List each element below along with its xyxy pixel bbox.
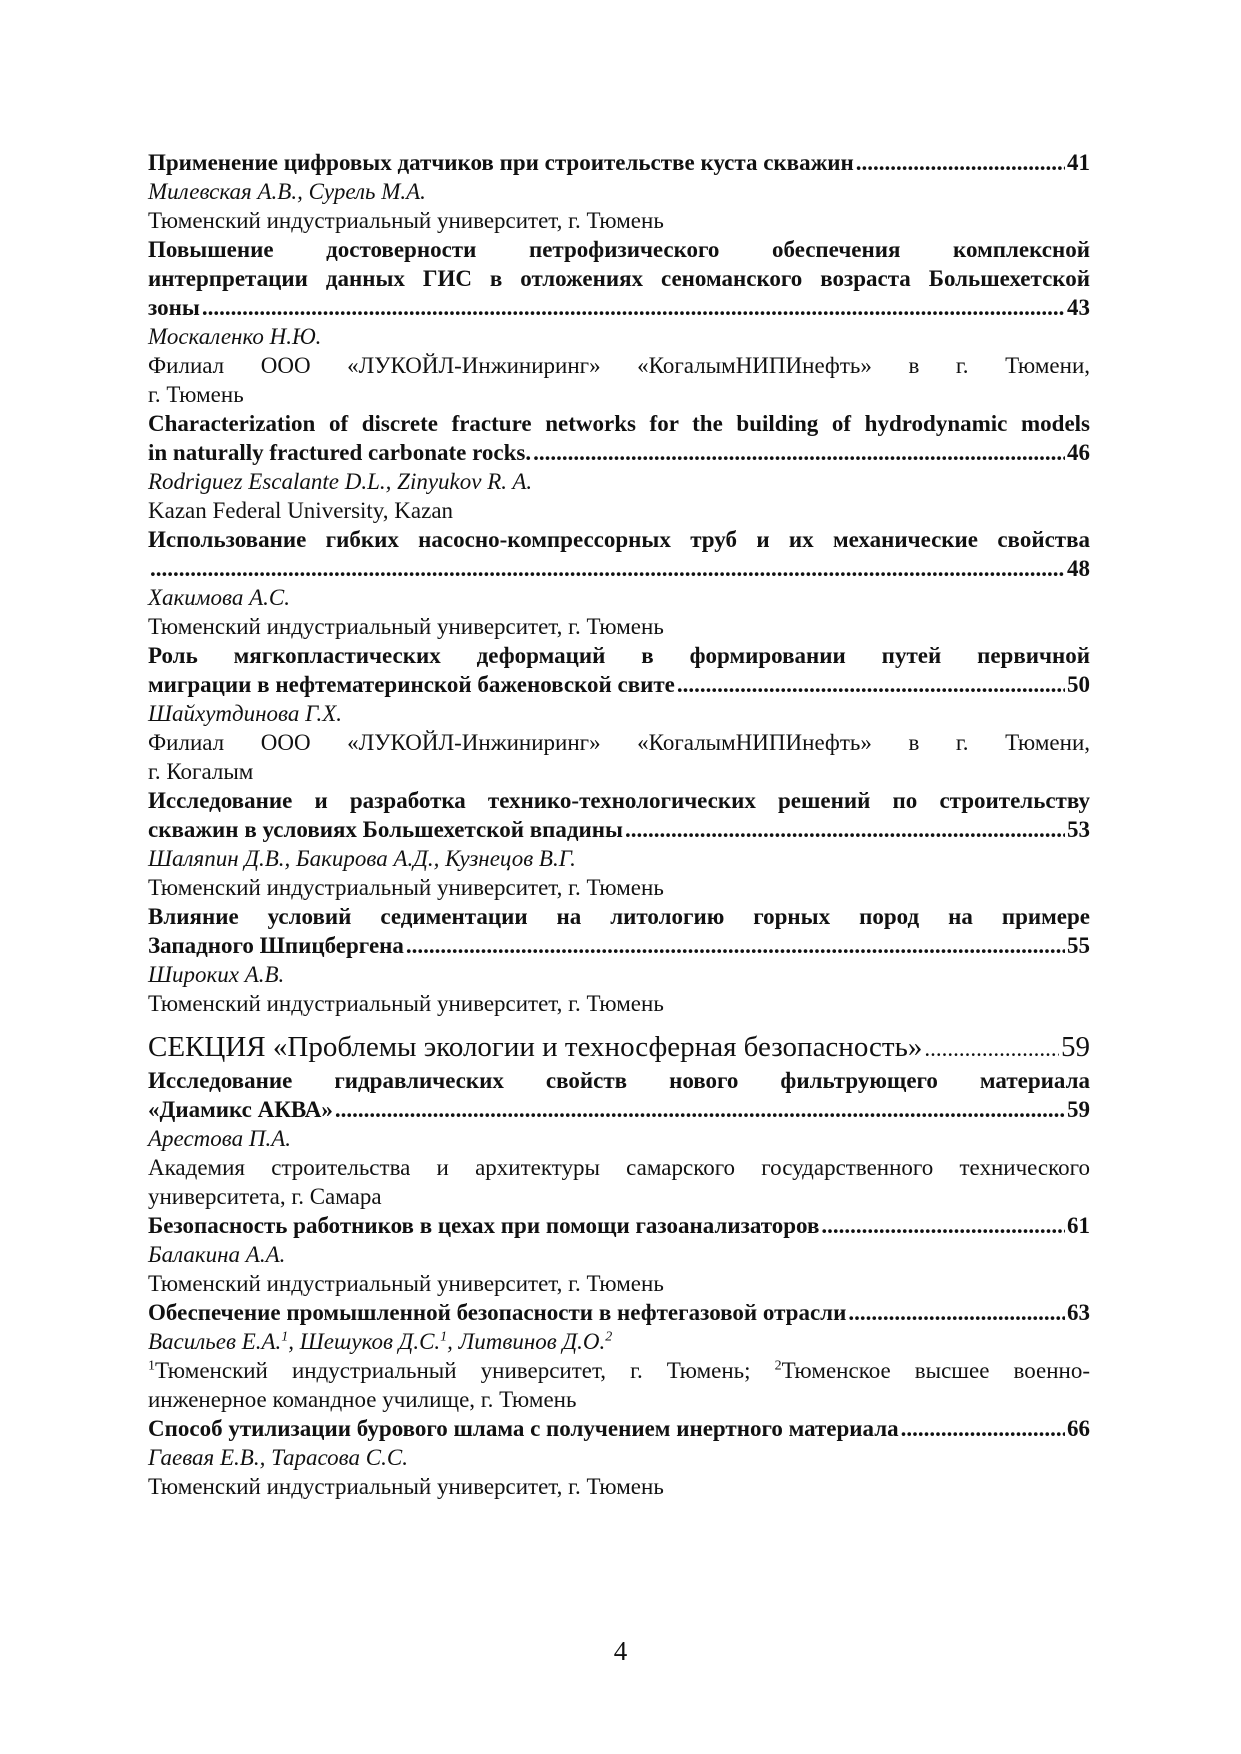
entry-title[interactable]: Исследование гидравлических свойств нового фильтрующего материала «Диамикс АКВА» ..... 59 (148, 1066, 1090, 1124)
entry-title[interactable]: Применение цифровых датчиков при строительстве куста скважин ..... 41 (148, 148, 1090, 177)
entry-page-number: 41 (1067, 150, 1090, 175)
toc-entry (148, 1211, 1090, 1298)
toc-entry (148, 409, 1090, 525)
entry-affiliation-cont: г. Тюмень (148, 382, 244, 407)
entry-page-number: 48 (1067, 556, 1090, 581)
entry-affiliation: Тюменский индустриальный университет, г. Тюмень (148, 991, 664, 1016)
toc-entry (148, 1298, 1090, 1414)
entry-page-number: 61 (1067, 1213, 1090, 1238)
entry-page-number: 66 (1067, 1416, 1090, 1441)
entry-title[interactable]: Characterization of discrete fracture networks for the building of hydrodynamic models in naturally fractured carbonate rocks. ..... 46 (148, 409, 1090, 467)
toc-entry (148, 1066, 1090, 1211)
entry-authors: Шайхутдинова Г.Х. (148, 701, 343, 726)
entry-page-number: 53 (1067, 817, 1090, 842)
entry-affiliation: Тюменский индустриальный университет, г. Тюмень (148, 1474, 664, 1499)
entry-authors: Балакина А.А. (148, 1242, 286, 1267)
toc-entry (148, 235, 1090, 409)
entry-affiliation: Тюменский индустриальный университет, г. Тюмень (148, 614, 664, 639)
page-number: 4 (613, 1636, 628, 1666)
entry-authors: Широких А.В. (148, 962, 285, 987)
entry-authors: Гаевая Е.В., Тарасова С.С. (148, 1445, 408, 1470)
entry-affiliation: Тюменский индустриальный университет, г. Тюмень (148, 875, 664, 900)
entry-title[interactable]: Безопасность работников в цехах при помощи газоанализаторов ..... 61 (148, 1211, 1090, 1240)
entry-page-number: 63 (1067, 1300, 1090, 1325)
toc-entry (148, 902, 1090, 1018)
entry-page-number: 59 (1067, 1097, 1090, 1122)
entry-title[interactable]: Способ утилизации бурового шлама с получением инертного материала ..... 66 (148, 1414, 1090, 1443)
table-of-contents (148, 148, 1090, 1501)
entry-authors: Арестова П.А. (148, 1126, 292, 1151)
entry-affiliation-cont: г. Когалым (148, 759, 254, 784)
entry-affiliation: Филиал ООО «ЛУКОЙЛ-Инжиниринг» «КогалымНИПИнефть» в г. Тюмени, (148, 353, 1090, 378)
section-page-number: 59 (1061, 1031, 1090, 1063)
entry-title[interactable]: Влияние условий седиментации на литологию горных пород на примере Западного Шпицбергена ..... 55 (148, 902, 1090, 960)
entry-title[interactable]: Исследование и разработка технико-технологических решений по строительству скважин в условиях Большехетской впадины ..... 53 (148, 786, 1090, 844)
entry-authors: Милевская А.В., Сурель М.А. (148, 179, 426, 204)
section-title: СЕКЦИЯ «Проблемы экологии и техносферная безопасность» (148, 1031, 923, 1063)
entry-authors: Хакимова А.С. (148, 585, 290, 610)
entry-affiliation: Kazan Federal University, Kazan (148, 498, 454, 523)
entry-affiliation-cont: университета, г. Самара (148, 1184, 382, 1209)
entry-affiliation: Филиал ООО «ЛУКОЙЛ-Инжиниринг» «КогалымНИПИнефть» в г. Тюмени, (148, 730, 1090, 755)
entry-affiliation: $^1$Тюменский индустриальный университет, г. Тюмень; $^2$Тюменское высшее военно- (148, 1358, 1090, 1383)
entry-affiliation: Тюменский индустриальный университет, г. Тюмень (148, 208, 664, 233)
entry-page-number: 46 (1067, 440, 1090, 465)
entry-authors: Шаляпин Д.В., Бакирова А.Д., Кузнецов В.Г. (148, 846, 576, 871)
entry-affiliation-cont: инженерное командное училище, г. Тюмень (148, 1387, 577, 1412)
entry-title[interactable]: Роль мягкопластических деформаций в формировании путей первичной миграции в нефтематеринской баженовской свите ..... 50 (148, 641, 1090, 699)
entry-authors: Москаленко Н.Ю. (148, 324, 322, 349)
toc-entry (148, 1414, 1090, 1501)
entry-page-number: 50 (1067, 672, 1090, 697)
entry-page-number: 43 (1067, 295, 1090, 320)
entry-authors: Васильев Е.А.$^1$, Шешуков Д.С.$^1$, Литвинов Д.О.$^2$ (148, 1329, 613, 1354)
entry-title[interactable]: Использование гибких насосно-компрессорных труб и их механические свойства ..... 48 (148, 525, 1090, 583)
entry-affiliation: Тюменский индустриальный университет, г. Тюмень (148, 1271, 664, 1296)
toc-entry (148, 786, 1090, 902)
entry-title[interactable]: Обеспечение промышленной безопасности в нефтегазовой отрасли ..... 63 (148, 1298, 1090, 1327)
toc-entry (148, 641, 1090, 786)
toc-entry (148, 525, 1090, 641)
toc-entry (148, 148, 1090, 235)
entry-title[interactable]: Повышение достоверности петрофизического обеспечения комплексной интерпретации данных ГИС в отложениях сеноманского возраста Большехетской зоны ..... 43 (148, 235, 1090, 322)
entry-authors: Rodriguez Escalante D.L., Zinyukov R. A. (148, 469, 533, 494)
entry-page-number: 55 (1067, 933, 1090, 958)
section-heading[interactable] (148, 1030, 1090, 1066)
entry-affiliation: Академия строительства и архитектуры самарского государственного технического (148, 1155, 1090, 1180)
